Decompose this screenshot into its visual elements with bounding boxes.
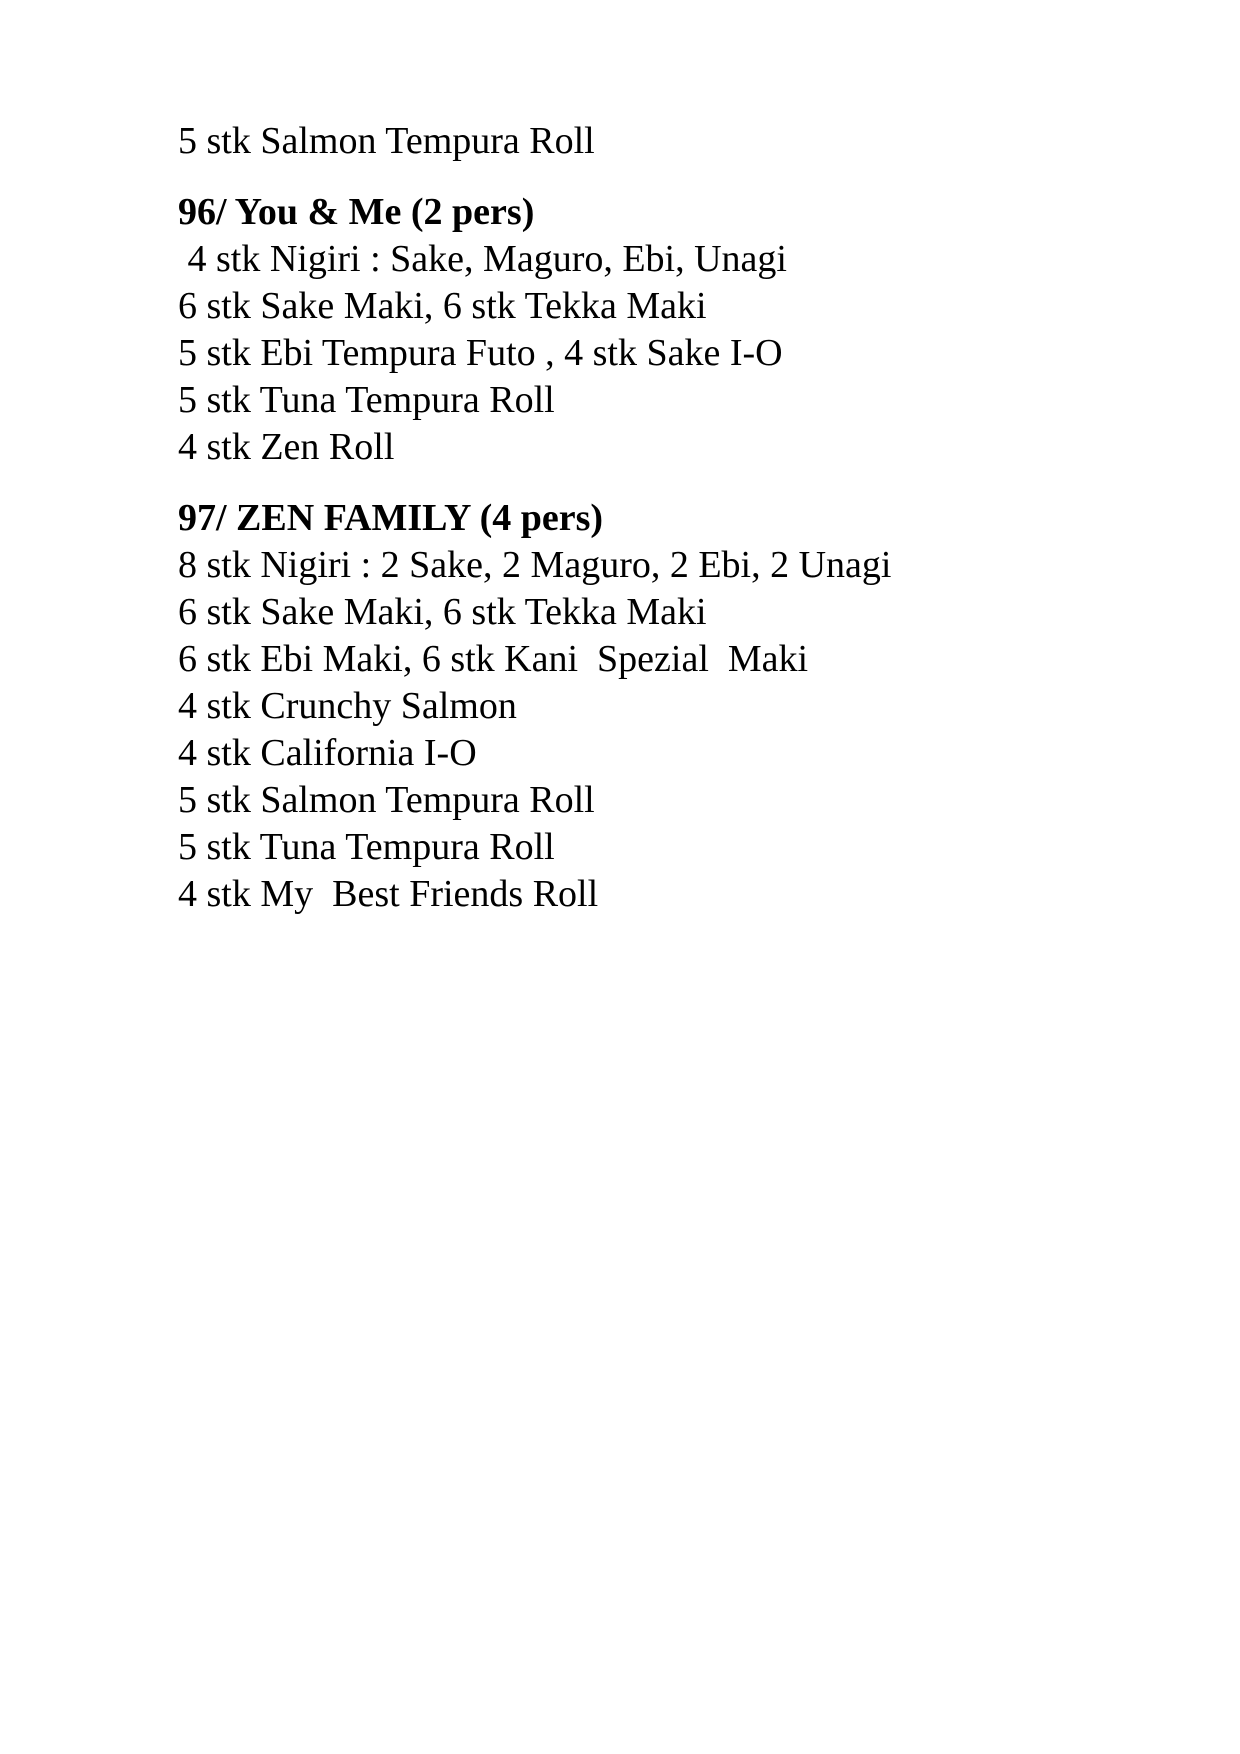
- menu-section-97: [178, 495, 1158, 918]
- list-item: 4 stk Zen Roll: [178, 426, 395, 468]
- menu-section-96: [178, 189, 1158, 471]
- menu-content: [178, 118, 1158, 918]
- section-title: 96/ You & Me (2 pers): [178, 191, 535, 233]
- section-gap: [178, 165, 1158, 189]
- list-item: 4 stk Crunchy Salmon: [178, 685, 517, 727]
- section-gap: [178, 471, 1158, 495]
- list-item: 4 stk My Best Friends Roll: [178, 873, 599, 915]
- section-title: 97/ ZEN FAMILY (4 pers): [178, 497, 604, 539]
- list-item: 5 stk Tuna Tempura Roll: [178, 826, 555, 868]
- list-item: 4 stk Nigiri : Sake, Maguro, Ebi, Unagi: [178, 238, 787, 280]
- list-item: 5 stk Ebi Tempura Futo , 4 stk Sake I-O: [178, 332, 783, 374]
- list-item: 5 stk Tuna Tempura Roll: [178, 379, 555, 421]
- list-item: 4 stk California I-O: [178, 732, 477, 774]
- list-item: 5 stk Salmon Tempura Roll: [178, 779, 595, 821]
- intro-line: 5 stk Salmon Tempura Roll: [178, 120, 595, 162]
- list-item: 6 stk Ebi Maki, 6 stk Kani Spezial Maki: [178, 638, 809, 680]
- list-item: 6 stk Sake Maki, 6 stk Tekka Maki: [178, 285, 707, 327]
- list-item: 6 stk Sake Maki, 6 stk Tekka Maki: [178, 591, 707, 633]
- list-item: 8 stk Nigiri : 2 Sake, 2 Maguro, 2 Ebi, 2 Unagi: [178, 544, 892, 586]
